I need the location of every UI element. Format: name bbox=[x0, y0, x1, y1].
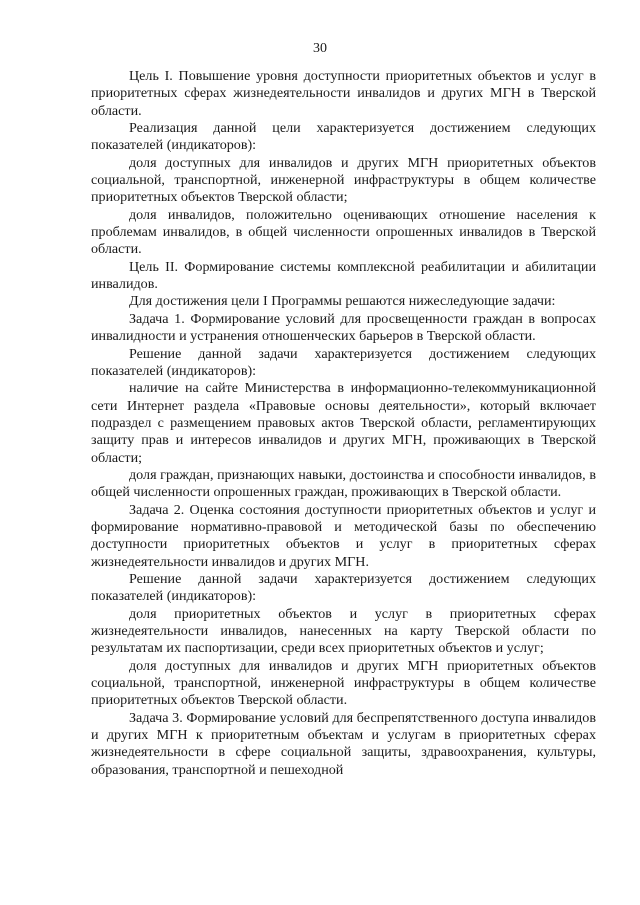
paragraph-task-2: Задача 2. Оценка состояния доступности приоритетных объектов и услуг и формирование нормативно-правовой и методической базы по обеспечению доступности приоритетных объектов и услуг в приоритетных сферах жизнедеятельности инвалидов и других МГН. bbox=[91, 501, 596, 570]
paragraph-goal-1-indicators-intro: Реализация данной цели характеризуется достижением следующих показателей (индикаторов): bbox=[91, 120, 596, 154]
paragraph-indicator: доля доступных для инвалидов и других МГН приоритетных объектов социальной, транспортной, инженерной инфраструктуры в общем количестве приоритетных объектов Тверской области. bbox=[91, 657, 596, 709]
document-body bbox=[91, 68, 596, 779]
paragraph-task-1: Задача 1. Формирование условий для просвещенности граждан в вопросах инвалидности и устранения отношенческих барьеров в Тверской области. bbox=[91, 310, 596, 345]
paragraph-task-2-indicators-intro: Решение данной задачи характеризуется достижением следующих показателей (индикаторов): bbox=[91, 570, 596, 605]
paragraph-indicator: доля инвалидов, положительно оценивающих отношение населения к проблемам инвалидов, в общей численности опрошенных инвалидов в Тверской области. bbox=[91, 206, 596, 258]
paragraph-indicator: доля доступных для инвалидов и других МГН приоритетных объектов социальной, транспортной, инженерной инфраструктуры в общем количестве приоритетных объектов Тверской области; bbox=[91, 154, 596, 206]
paragraph-goal-2: Цель II. Формирование системы комплексной реабилитации и абилитации инвалидов. bbox=[91, 258, 596, 293]
paragraph-task-1-indicators-intro: Решение данной задачи характеризуется достижением следующих показателей (индикаторов): bbox=[91, 345, 596, 379]
paragraph-indicator: доля граждан, признающих навыки, достоинства и способности инвалидов, в общей численности опрошенных граждан, проживающих в Тверской области. bbox=[91, 466, 596, 501]
page-number: 30 bbox=[313, 41, 327, 56]
paragraph-goal-1: Цель I. Повышение уровня доступности приоритетных объектов и услуг в приоритетных сферах жизнедеятельности инвалидов и других МГН в Тверской области. bbox=[91, 68, 596, 119]
paragraph-indicator: доля приоритетных объектов и услуг в приоритетных сферах жизнедеятельности инвалидов, нанесенных на карту Тверской области по результатам их паспортизации, среди всех приоритетных объектов и услуг; bbox=[91, 605, 596, 657]
paragraph-tasks-intro: Для достижения цели I Программы решаются нижеследующие задачи: bbox=[129, 293, 556, 310]
paragraph-task-3: Задача 3. Формирование условий для беспрепятственного доступа инвалидов и других МГН к приоритетным объектам и услугам в приоритетных сферах жизнедеятельности в сфере социальной защиты, здравоохранения, культуры, образования, транспортной и пешеходной bbox=[91, 709, 596, 778]
paragraph-indicator: наличие на сайте Министерства в информационно-телекоммуникационной сети Интернет раздела «Правовые основы деятельности», который включает подраздел с размещением правовых актов Тверской области, регламентирующих защиту прав и интересов инвалидов и других МГН, проживающих в Тверской области; bbox=[91, 380, 596, 466]
